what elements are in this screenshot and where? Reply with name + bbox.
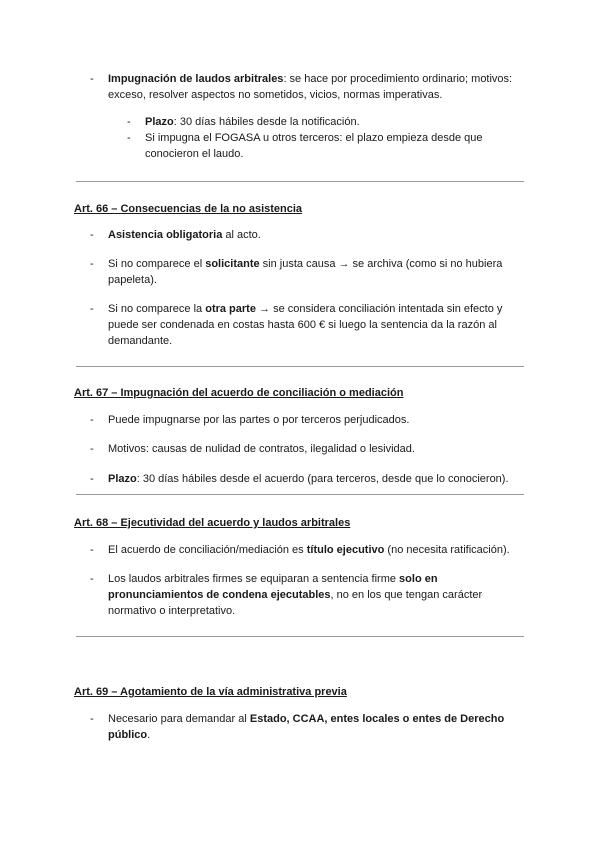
item-text: Puede impugnarse por las partes o por terceros perjudicados. <box>108 414 410 426</box>
bullet-dash: - <box>90 73 94 85</box>
section-divider <box>76 366 524 367</box>
item-bold: Estado, CCAA, entes locales o entes de Derecho público <box>108 713 505 741</box>
item-text: (no necesita ratificación). <box>384 544 510 556</box>
heading-art-69: Art. 69 – Agotamiento de la vía administrativa previa <box>74 686 347 698</box>
bullet-dash: - <box>90 229 94 241</box>
heading-art-66: Art. 66 – Consecuencias de la no asistencia <box>74 203 303 215</box>
item-bold: solicitante <box>205 258 260 270</box>
bullet-dash: - <box>90 258 94 270</box>
item-text: , no en los que tengan carácter normativo o interpretativo. <box>108 589 483 617</box>
heading-art-68: Art. 68 – Ejecutividad del acuerdo y laudos arbitrales <box>74 517 351 529</box>
item-bold: Asistencia obligatoria <box>108 229 223 241</box>
item-text: : 30 días hábiles desde el acuerdo (para terceros, desde que lo conocieron). <box>136 473 509 485</box>
item-bold: Plazo <box>108 473 137 485</box>
bullet-dash: - <box>90 443 94 455</box>
bullet-dash: - <box>90 544 94 556</box>
item-pre: Si no comparece la <box>108 303 206 315</box>
bullet-dash: - <box>90 713 94 725</box>
item-pre: El acuerdo de conciliación/mediación es <box>108 544 307 556</box>
item-text: al acto. <box>222 229 261 241</box>
item-pre: Los laudos arbitrales firmes se equiparan a sentencia firme <box>108 573 400 585</box>
bullet-dash: - <box>90 303 94 315</box>
item-bold: otra parte <box>205 303 256 315</box>
item-text: Motivos: causas de nulidad de contratos, ilegalidad o lesividad. <box>108 443 415 455</box>
item-pre: Necesario para demandar al <box>108 713 250 725</box>
item-text: . <box>147 729 151 741</box>
section-divider <box>76 494 524 495</box>
item-text: sin justa causa → se archiva (como si no hubiera papeleta). <box>108 258 503 286</box>
item-bold: Plazo <box>145 116 174 128</box>
heading-art-67: Art. 67 – Impugnación del acuerdo de conciliación o mediación <box>74 387 404 399</box>
bullet-dash: - <box>90 414 94 426</box>
bullet-dash: - <box>90 573 94 585</box>
item-text: : 30 días hábiles desde la notificación. <box>173 116 360 128</box>
item-text: : se hace por procedimiento ordinario; motivos: exceso, resolver aspectos no sometidos, vicios, normas imperativas. <box>108 73 513 101</box>
section-divider <box>76 636 524 637</box>
bullet-dash: - <box>127 116 131 128</box>
bullet-dash: - <box>127 132 131 144</box>
item-bold: solo en pronunciamientos de condena ejecutables <box>108 573 438 601</box>
item-text: → se considera conciliación intentada sin efecto y puede ser condenada en costas hasta 600 € si luego la sentencia da la razón al demandante. <box>108 303 503 347</box>
item-bold: título ejecutivo <box>306 544 385 556</box>
section-divider <box>76 181 524 182</box>
bullet-dash: - <box>90 473 94 485</box>
item-bold: Impugnación de laudos arbitrales <box>108 73 284 85</box>
item-pre: Si no comparece el <box>108 258 206 270</box>
item-text: Si impugna el FOGASA u otros terceros: el plazo empieza desde que conocieron el laudo. <box>145 132 483 160</box>
